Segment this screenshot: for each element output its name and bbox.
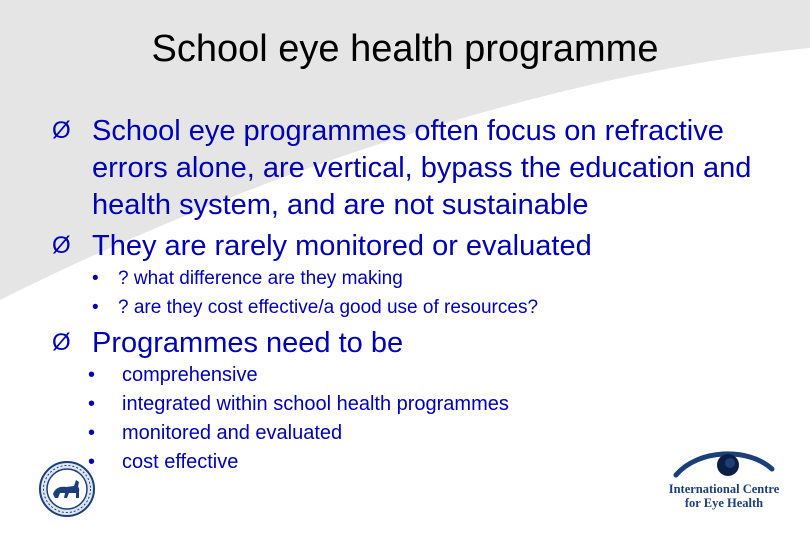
crest-seal-icon [38,460,96,518]
bullet-1 [52,113,792,224]
sub-bullet-dot-icon: • [88,451,96,473]
bullet-3 [52,325,792,362]
bullet-3-text: Programmes need to be [92,327,404,359]
sub-bullet-dot-icon: • [88,422,96,444]
sub-bullet [88,390,509,419]
sub-bullet-text: monitored and evaluated [122,422,343,444]
sub-bullet-dot-icon: • [92,297,99,318]
sub-bullet-dot-icon: • [88,393,96,415]
sub-bullet-text: ? are they cost effective/a good use of resources? [118,297,539,318]
arrow-bullet-icon: Ø [52,117,71,144]
sub-bullet-text: ? what difference are they making [118,268,403,289]
sub-bullet [88,448,238,477]
sub-bullet [92,264,403,293]
sub-bullet [88,361,258,390]
sub-bullet-text: comprehensive [122,364,258,386]
sub-bullet-text: cost effective [122,451,239,473]
slide-title: School eye health programme [151,28,659,70]
sub-bullet [88,419,342,448]
arrow-bullet-icon: Ø [52,232,71,259]
sub-bullet-dot-icon: • [88,364,96,386]
sub-bullet [92,293,538,322]
iceh-logo-line1: International Centre [668,482,780,496]
iceh-logo-line2: for Eye Health [684,496,764,510]
bullet-2-text: They are rarely monitored or evaluated [92,230,592,262]
bullet-2 [52,228,792,265]
bullet-1-text: School eye programmes often focus on refractive errors alone, are vertical, bypass the education and health system, and are not sustainable [92,115,752,221]
sub-bullet-dot-icon: • [92,268,99,289]
sub-bullet-text: integrated within school health programmes [122,393,509,415]
arrow-bullet-icon: Ø [52,329,71,356]
iceh-logo-text [668,482,780,510]
